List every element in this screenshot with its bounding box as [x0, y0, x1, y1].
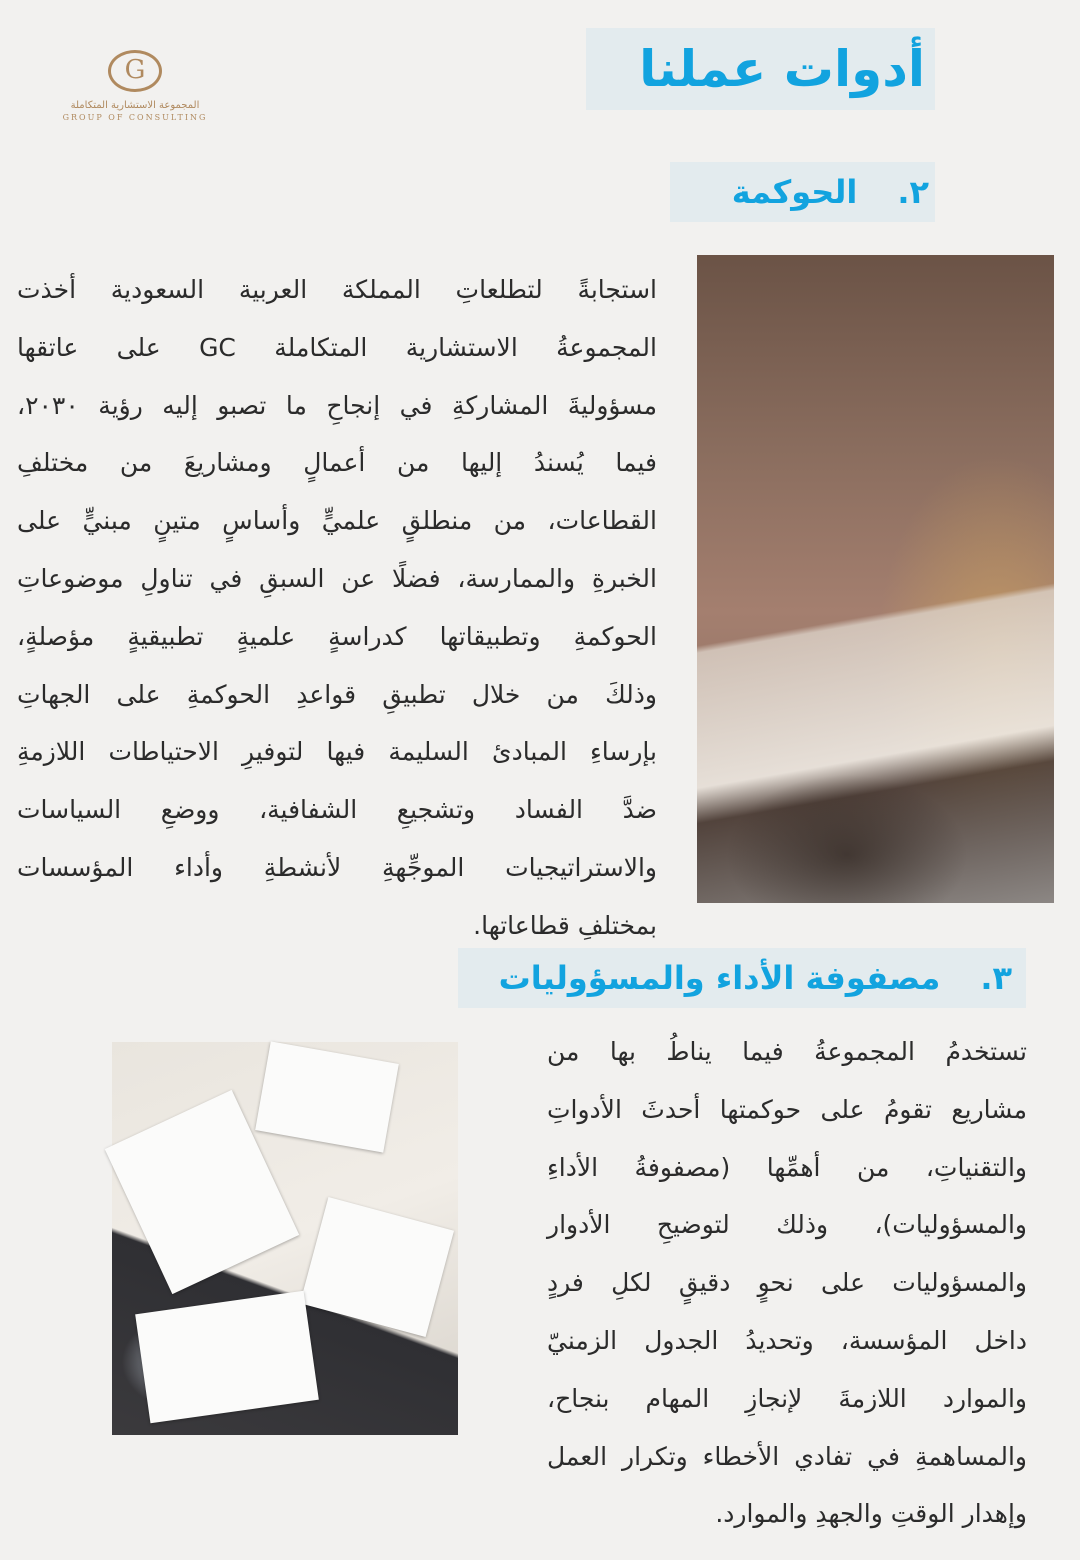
- company-logo: [60, 50, 210, 122]
- paragraph-line: والمسؤوليات على نحوٍ دقيقٍ لكلِ فردٍ: [547, 1268, 1027, 1298]
- section-2-heading-box: [670, 162, 935, 222]
- paragraph-line: الحوكمةِ وتطبيقاتها كدراسةٍ علميةٍ تطبيقيةٍ مؤصلةٍ،: [17, 621, 657, 651]
- paragraph-line: القطاعات، من منطلقٍ علميٍّ وأساسٍ متينٍ مبنيٍّ على: [17, 506, 657, 536]
- page-title-box: [586, 28, 935, 110]
- paragraph-line: والتقنياتِ، من أهمِّها (مصفوفةُ الأداءِ: [547, 1152, 1027, 1182]
- section-3-number: ٣.: [980, 959, 1012, 997]
- section-2-heading: الحوكمة: [731, 173, 858, 211]
- paragraph-line: وإهدار الوقتِ والجهدِ والموارد.: [715, 1499, 1027, 1529]
- paragraph-line: بإرساءِ المبادئ السليمة فيها لتوفيرِ الاحتياطات اللازمةِ: [17, 737, 657, 767]
- paragraph-line: والمسؤوليات)، وذلك لتوضيحِ الأدوار: [547, 1210, 1027, 1240]
- paragraph-line: وذلكَ من خلال تطبيقِ قواعدِ الحوكمةِ على الجهاتِ: [17, 679, 657, 709]
- logo-arabic-text: المجموعة الاستشارية المتكاملة: [70, 100, 200, 111]
- paragraph-line: تستخدمُ المجموعةُ فيما يناطُ بها من: [547, 1037, 1027, 1066]
- section-2-number: ٢.: [897, 173, 929, 211]
- paragraph-line: بمختلفِ قطاعاتها.: [473, 910, 657, 940]
- section-3-heading-box: [458, 948, 1026, 1008]
- logo-english-text: GROUP OF CONSULTING: [62, 113, 208, 122]
- paragraph-line: والمساهمةِ في تفادي الأخطاء وتكرار العمل: [547, 1441, 1027, 1471]
- page-title: أدوات عملنا: [639, 40, 925, 98]
- business-documents-photo: [112, 1042, 458, 1435]
- paragraph-line: داخل المؤسسة، وتحديدُ الجدول الزمنيّ: [547, 1326, 1027, 1355]
- paragraph-line: الخبرةِ والممارسة، فضلًا عن السبقِ في تناولِ موضوعاتِ: [17, 564, 657, 593]
- paragraph-line: استجابةً لتطلعاتِ المملكة العربية السعودية أخذت: [17, 275, 657, 304]
- logo-monogram-icon: G: [108, 50, 162, 92]
- paragraph-line: المجموعةُ الاستشارية المتكاملة GC على عاتقها: [17, 332, 657, 362]
- paragraph-line: والاستراتيجيات الموجِّهةِ لأنشطةِ وأداء المؤسسات: [17, 853, 657, 882]
- section-3-heading: مصفوفة الأداء والمسؤوليات: [498, 959, 941, 997]
- paragraph-line: مشاريع تقومُ على حوكمتها أحدثَ الأدواتِ: [547, 1094, 1027, 1124]
- paragraph-line: والموارد اللازمةَ لإنجازِ المهام بنجاح،: [547, 1383, 1027, 1413]
- paragraph-line: فيما يُسندُ إليها من أعمالٍ ومشاريعَ من مختلفِ: [17, 448, 657, 478]
- paragraph-line: مسؤوليةَ المشاركةِ في إنجاحِ ما تصبو إليه رؤية ٢٠٣٠،: [17, 390, 657, 420]
- paragraph-line: ضدَّ الفساد وتشجيعِ الشفافية، ووضعِ السياسات: [17, 795, 657, 825]
- law-book-scales-photo: [697, 255, 1054, 903]
